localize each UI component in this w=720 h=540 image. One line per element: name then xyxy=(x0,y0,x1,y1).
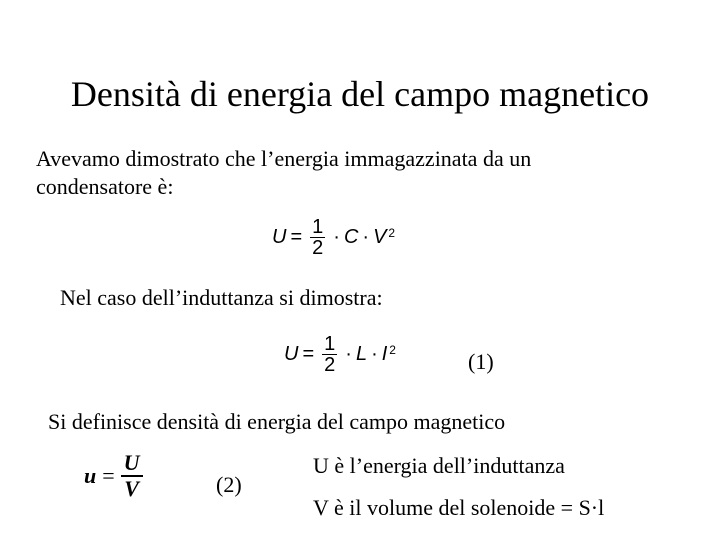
formula-exponent: 2 xyxy=(389,343,396,357)
formula-symbol-l: L xyxy=(355,342,368,365)
formula-symbol-c: C xyxy=(343,225,359,248)
equation-number-1: (1) xyxy=(468,349,494,374)
note-volume: V è il volume del solenoide = S·l xyxy=(313,495,605,520)
formula-equals: = xyxy=(290,225,303,248)
page-title: Densità di energia del campo magnetico xyxy=(70,74,650,114)
intro-line-2: condensatore è: xyxy=(36,174,174,199)
intro-line-1: Avevamo dimostrato che l’energia immagazzinata da un xyxy=(36,146,532,171)
fraction-numerator: 1 xyxy=(324,332,336,355)
fraction-numerator: U xyxy=(123,450,140,475)
formula-equals: = xyxy=(102,463,115,488)
formula-dot: · xyxy=(345,342,352,365)
fraction-denominator: V xyxy=(124,476,139,501)
formula-fraction xyxy=(310,217,325,258)
formula-symbol-v: V xyxy=(373,225,387,248)
formula-symbol-u: U xyxy=(272,225,287,248)
formula-fraction xyxy=(121,451,143,501)
fraction-numerator: 1 xyxy=(312,215,324,238)
definition-text: Si definisce densità di energia del campo magnetico xyxy=(48,409,506,434)
note-energy: U è l’energia dell’induttanza xyxy=(313,453,565,478)
formula-fraction xyxy=(322,334,337,375)
inductance-energy-formula xyxy=(284,328,396,380)
fraction-denominator: 2 xyxy=(312,236,324,259)
formula-dot: · xyxy=(362,225,370,248)
formula-symbol-i: I xyxy=(381,342,388,365)
inductance-text: Nel caso dell’induttanza si dimostra: xyxy=(60,285,383,310)
energy-density-formula xyxy=(84,446,143,506)
formula-dot: · xyxy=(333,225,340,248)
formula-equals: = xyxy=(302,342,315,365)
fraction-denominator: 2 xyxy=(324,353,336,376)
formula-dot: · xyxy=(371,342,378,365)
formula-symbol-u-lower: u xyxy=(84,463,97,488)
equation-number-2: (2) xyxy=(216,472,242,497)
capacitor-energy-formula xyxy=(272,212,395,262)
formula-exponent: 2 xyxy=(388,226,396,240)
formula-symbol-u: U xyxy=(284,342,299,365)
